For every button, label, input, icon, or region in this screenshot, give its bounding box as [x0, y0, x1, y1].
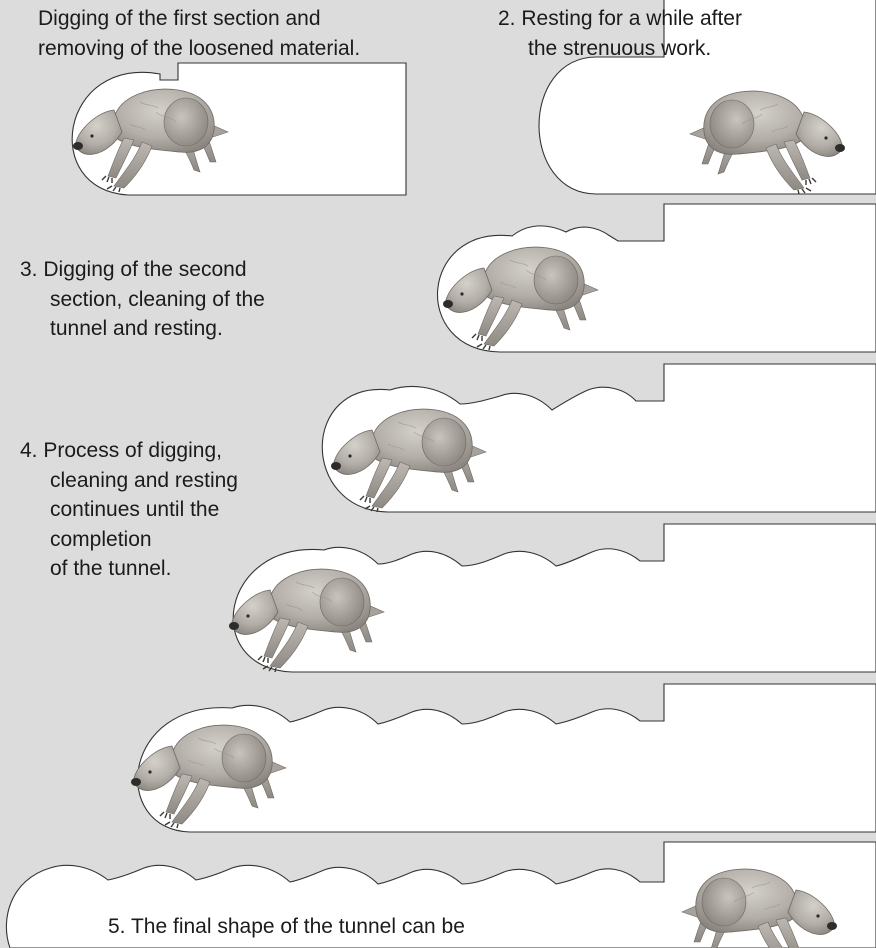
step-5-number: 5.	[108, 915, 126, 938]
step-4-line-3: continues until the	[50, 498, 220, 521]
step-4-number: 4.	[20, 439, 38, 462]
step-4-line-2: cleaning and resting	[50, 468, 238, 492]
step-1-line-1: Digging of the first section and	[38, 7, 321, 30]
step-5-caption	[108, 912, 465, 942]
step-2-line-1: Resting for a while after	[521, 7, 742, 30]
step-4-line-4: completion	[50, 527, 152, 551]
step-3-number: 3.	[20, 258, 38, 281]
step-1-caption	[38, 4, 360, 63]
step-3-line-2: section, cleaning of the	[50, 287, 265, 311]
step-2-number: 2.	[498, 7, 516, 30]
step-5-line-1: The final shape of the tunnel can be	[130, 915, 465, 938]
step-2-line-2: the strenuous work.	[528, 36, 712, 60]
step-4-line-5: of the tunnel.	[50, 557, 172, 580]
step-3-caption	[20, 255, 265, 344]
step-1-line-2: removing of the loosened material.	[38, 36, 361, 60]
step-3-line-1: Digging of the second	[43, 258, 247, 281]
step-2-caption	[498, 4, 742, 63]
step-4-line-1: Process of digging,	[43, 439, 222, 462]
step-4-caption	[20, 436, 238, 584]
step-3-line-3: tunnel and resting.	[50, 317, 223, 340]
